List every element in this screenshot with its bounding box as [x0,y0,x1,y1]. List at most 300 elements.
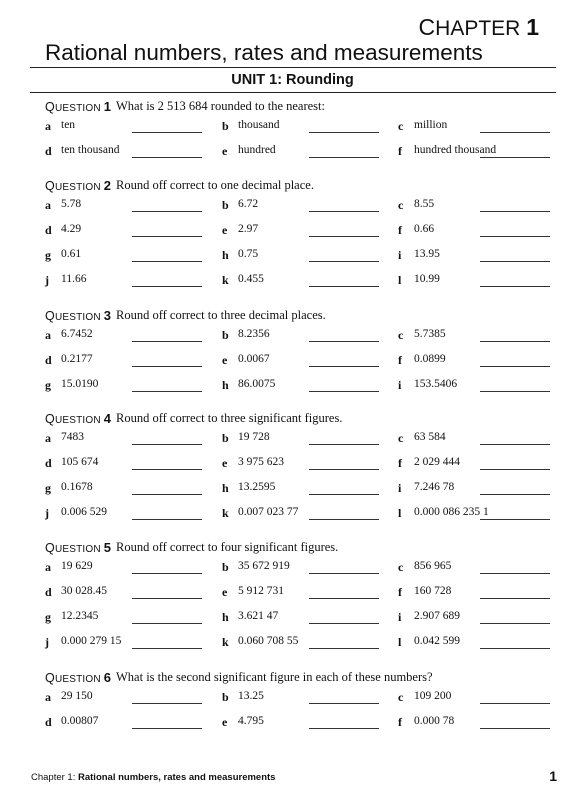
question-header [45,178,565,198]
question-item [398,378,573,398]
item-letter: j [45,506,49,520]
answer-blank[interactable] [132,494,202,495]
answer-blank[interactable] [309,341,379,342]
item-letter: l [398,506,402,520]
question-label [45,540,111,555]
item-value: 30 028.45 [61,585,107,597]
answer-blank[interactable] [480,132,550,133]
answer-blank[interactable] [132,261,202,262]
question-item [398,273,573,293]
question-label [45,99,111,114]
item-row [45,353,565,378]
answer-blank[interactable] [309,261,379,262]
question-item [45,560,220,580]
answer-blank[interactable] [132,286,202,287]
question-4 [45,411,565,531]
question-item [45,431,220,451]
item-value: 6.72 [238,198,259,210]
question-item [222,481,397,501]
answer-blank[interactable] [309,236,379,237]
answer-blank[interactable] [309,469,379,470]
item-value: 105 674 [61,456,99,468]
answer-blank[interactable] [132,519,202,520]
item-value: 160 728 [414,585,452,597]
answer-blank[interactable] [480,728,550,729]
item-value: thousand [238,119,280,131]
item-letter: b [222,328,229,342]
item-letter: l [398,635,402,649]
question-item [45,328,220,348]
item-row [45,248,565,273]
item-letter: h [222,248,229,262]
answer-blank[interactable] [480,519,550,520]
item-value: 0.61 [61,248,82,260]
answer-blank[interactable] [309,211,379,212]
question-item [45,481,220,501]
item-value: 0.0899 [414,353,446,365]
question-prompt: What is 2 513 684 rounded to the nearest: [116,99,325,113]
item-letter: e [222,353,228,367]
item-value: 0.0067 [238,353,270,365]
item-row [45,635,565,660]
question-item [398,610,573,630]
answer-blank[interactable] [132,366,202,367]
item-value: 10.99 [414,273,440,285]
chapter-word-rest: HAPTER [435,17,521,40]
item-value: 153.5406 [414,378,458,390]
question-number: 6 [103,670,112,685]
question-word-rest: UESTION [54,415,101,426]
answer-blank[interactable] [309,573,379,574]
answer-blank[interactable] [480,469,550,470]
answer-blank[interactable] [132,703,202,704]
answer-blank[interactable] [309,648,379,649]
question-item [222,223,397,243]
question-item [222,378,397,398]
question-item [45,635,220,655]
question-item [222,506,397,526]
answer-blank[interactable] [480,573,550,574]
item-value: 8.55 [414,198,435,210]
question-item [398,635,573,655]
item-value: 5.7385 [414,328,446,340]
question-item [398,506,573,526]
question-word-rest: UESTION [54,182,101,193]
unit-title: UNIT 1: Rounding [231,72,354,88]
question-item [45,248,220,268]
item-letter: a [45,560,51,574]
item-value: 7.246 78 [414,481,455,493]
question-item [398,715,573,735]
item-letter: i [398,248,402,262]
question-item [398,198,573,218]
question-word-rest: UESTION [54,674,101,685]
item-value: 0.66 [414,223,435,235]
question-item [222,560,397,580]
question-item [398,585,573,605]
item-row [45,481,565,506]
answer-blank[interactable] [480,444,550,445]
item-letter: g [45,248,51,262]
item-letter: f [398,353,402,367]
chapter-title: Rational numbers, rates and measurements [45,40,483,65]
page-number: 1 [549,768,557,784]
item-value: 4.29 [61,223,82,235]
question-word-first: Q [45,412,55,426]
question-item [45,198,220,218]
item-value: 0.75 [238,248,259,260]
question-item [398,456,573,476]
answer-blank[interactable] [480,157,550,158]
question-header [45,411,565,431]
answer-blank[interactable] [480,623,550,624]
question-item [398,690,573,710]
item-value: 15.0190 [61,378,99,390]
answer-blank[interactable] [309,391,379,392]
question-3 [45,308,565,403]
item-row [45,378,565,403]
item-letter: a [45,690,51,704]
question-item [45,378,220,398]
item-letter: c [398,431,404,445]
item-letter: d [45,353,52,367]
question-item [222,119,397,139]
item-value: 2 029 444 [414,456,460,468]
question-number: 2 [103,178,112,193]
item-letter: c [398,690,404,704]
chapter-heading [0,15,539,41]
item-row [45,144,565,169]
answer-blank[interactable] [309,519,379,520]
answer-blank[interactable] [309,444,379,445]
item-row [45,560,565,585]
item-letter: e [222,715,228,729]
answer-blank[interactable] [480,261,550,262]
answer-blank[interactable] [132,598,202,599]
question-item [45,353,220,373]
item-letter: c [398,119,404,133]
question-item [45,715,220,735]
item-value: 0.2177 [61,353,93,365]
item-letter: a [45,119,51,133]
item-row [45,223,565,248]
question-item [222,353,397,373]
item-letter: a [45,431,51,445]
question-prompt: Round off correct to four significant figures. [116,540,339,554]
answer-blank[interactable] [480,703,550,704]
item-value: 5.78 [61,198,82,210]
answer-blank[interactable] [132,132,202,133]
item-row [45,585,565,610]
question-header [45,308,565,328]
item-letter: d [45,456,52,470]
item-value: 0.000 78 [414,715,455,727]
answer-blank[interactable] [480,391,550,392]
item-value: 3 975 623 [238,456,284,468]
item-value: 13.95 [414,248,440,260]
item-value: 0.042 599 [414,635,460,647]
footer-prefix: Chapter 1: [31,772,78,783]
item-value: 0.006 529 [61,506,107,518]
question-item [45,456,220,476]
answer-blank[interactable] [309,157,379,158]
item-letter: d [45,223,52,237]
question-item [45,506,220,526]
question-item [222,431,397,451]
question-5 [45,540,565,660]
item-letter: j [45,273,49,287]
item-value: 0.060 708 55 [238,635,299,647]
unit-rule [30,92,556,93]
item-letter: b [222,198,229,212]
question-label [45,178,111,193]
item-letter: c [398,560,404,574]
question-word-rest: UESTION [54,544,101,555]
item-letter: i [398,378,402,392]
question-number: 5 [103,540,112,555]
item-letter: i [398,481,402,495]
title-rule [30,67,556,68]
question-item [222,715,397,735]
chapter-number: 1 [526,14,539,40]
item-value: 0.007 023 77 [238,506,299,518]
answer-blank[interactable] [132,211,202,212]
item-value: 4.795 [238,715,264,727]
question-item [222,248,397,268]
answer-blank[interactable] [480,494,550,495]
question-header [45,99,565,119]
question-item [398,119,573,139]
item-letter: b [222,431,229,445]
question-label [45,411,111,426]
item-letter: d [45,144,52,158]
item-letter: h [222,610,229,624]
item-row [45,456,565,481]
item-row [45,715,565,740]
question-item [45,273,220,293]
item-value: 8.2356 [238,328,270,340]
question-item [45,144,220,164]
item-value: 13.2595 [238,481,276,493]
item-row [45,506,565,531]
item-letter: k [222,506,229,520]
item-letter: d [45,715,52,729]
item-letter: f [398,144,402,158]
answer-blank[interactable] [132,444,202,445]
question-item [398,144,573,164]
item-value: 0.000 279 15 [61,635,122,647]
item-value: 11.66 [61,273,87,285]
question-item [45,690,220,710]
item-row [45,273,565,298]
item-value: 86.0075 [238,378,276,390]
item-letter: e [222,585,228,599]
question-item [398,560,573,580]
question-item [398,223,573,243]
item-letter: f [398,223,402,237]
question-item [222,144,397,164]
answer-blank[interactable] [480,341,550,342]
question-1 [45,99,565,169]
item-value: 0.00807 [61,715,99,727]
footer-chapter [31,772,275,783]
item-value: 2.97 [238,223,259,235]
answer-blank[interactable] [132,341,202,342]
question-number: 1 [103,99,112,114]
answer-blank[interactable] [480,366,550,367]
item-value: 109 200 [414,690,452,702]
answer-blank[interactable] [309,703,379,704]
answer-blank[interactable] [480,286,550,287]
item-letter: k [222,273,229,287]
item-row [45,198,565,223]
item-value: 856 965 [414,560,452,572]
question-item [222,690,397,710]
item-letter: f [398,456,402,470]
chapter-word-first: C [418,14,436,40]
answer-blank[interactable] [132,573,202,574]
question-item [45,119,220,139]
question-label [45,308,111,323]
answer-blank[interactable] [132,157,202,158]
question-prompt: Round off correct to one decimal place. [116,178,314,192]
item-letter: a [45,198,51,212]
item-value: million [414,119,448,131]
question-item [222,328,397,348]
answer-blank[interactable] [309,494,379,495]
item-value: 0.455 [238,273,264,285]
item-value: 2.907 689 [414,610,460,622]
answer-blank[interactable] [480,598,550,599]
question-item [398,353,573,373]
question-label [45,670,111,685]
question-item [222,198,397,218]
item-letter: b [222,119,229,133]
answer-blank[interactable] [132,469,202,470]
question-item [45,610,220,630]
question-6 [45,670,565,740]
item-letter: d [45,585,52,599]
question-item [45,223,220,243]
item-value: 0.000 086 235 1 [414,506,489,518]
item-value: 3.621 47 [238,610,279,622]
answer-blank[interactable] [309,366,379,367]
item-value: 7483 [61,431,84,443]
answer-blank[interactable] [132,728,202,729]
item-letter: c [398,198,404,212]
answer-blank[interactable] [480,648,550,649]
item-value: 19 629 [61,560,93,572]
question-prompt: What is the second significant figure in each of these numbers? [116,670,433,684]
question-word-first: Q [45,671,55,685]
item-value: 6.7452 [61,328,93,340]
answer-blank[interactable] [132,391,202,392]
item-value: 13.25 [238,690,264,702]
question-item [222,585,397,605]
answer-blank[interactable] [480,236,550,237]
item-letter: c [398,328,404,342]
item-letter: e [222,223,228,237]
answer-blank[interactable] [132,236,202,237]
item-row [45,328,565,353]
footer-title: Rational numbers, rates and measurements [78,772,276,783]
question-word-rest: UESTION [54,312,101,323]
question-word-rest: UESTION [54,103,101,114]
item-letter: f [398,585,402,599]
item-value: ten thousand [61,144,120,156]
item-letter: h [222,481,229,495]
question-item [398,248,573,268]
item-row [45,610,565,635]
question-word-first: Q [45,309,55,323]
answer-blank[interactable] [480,211,550,212]
answer-blank[interactable] [309,623,379,624]
answer-blank[interactable] [309,728,379,729]
question-word-first: Q [45,179,55,193]
question-header [45,540,565,560]
question-item [398,481,573,501]
item-value: 19 728 [238,431,270,443]
item-row [45,690,565,715]
item-letter: b [222,560,229,574]
question-item [398,431,573,451]
item-letter: g [45,378,51,392]
question-number: 3 [103,308,112,323]
item-value: hundred thousand [414,144,497,156]
item-row [45,119,565,144]
answer-blank[interactable] [132,623,202,624]
item-value: 0.1678 [61,481,93,493]
item-letter: g [45,610,51,624]
question-header [45,670,565,690]
question-item [222,273,397,293]
item-letter: k [222,635,229,649]
answer-blank[interactable] [309,286,379,287]
item-value: 29 150 [61,690,93,702]
item-letter: g [45,481,51,495]
question-item [45,585,220,605]
question-word-first: Q [45,541,55,555]
item-value: 12.2345 [61,610,99,622]
item-letter: h [222,378,229,392]
item-value: 5 912 731 [238,585,284,597]
question-prompt: Round off correct to three significant figures. [116,411,343,425]
item-letter: f [398,715,402,729]
question-item [398,328,573,348]
answer-blank[interactable] [309,132,379,133]
item-letter: j [45,635,49,649]
item-letter: e [222,144,228,158]
item-letter: a [45,328,51,342]
item-letter: i [398,610,402,624]
question-item [222,456,397,476]
item-value: 35 672 919 [238,560,290,572]
question-item [222,610,397,630]
item-value: ten [61,119,76,131]
item-letter: b [222,690,229,704]
item-row [45,431,565,456]
item-letter: e [222,456,228,470]
question-prompt: Round off correct to three decimal places. [116,308,326,322]
answer-blank[interactable] [132,648,202,649]
question-2 [45,178,565,298]
answer-blank[interactable] [309,598,379,599]
item-value: 63 584 [414,431,446,443]
question-number: 4 [103,411,112,426]
question-word-first: Q [45,100,55,114]
item-letter: l [398,273,402,287]
question-item [222,635,397,655]
